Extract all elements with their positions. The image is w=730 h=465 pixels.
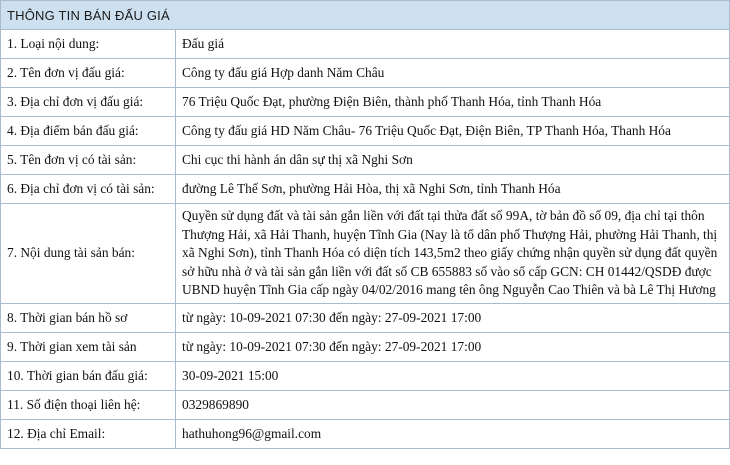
row-label: 9. Thời gian xem tài sản <box>1 332 176 361</box>
row-value: Công ty đấu giá HD Năm Châu- 76 Triệu Quốc Đạt, Điện Biên, TP Thanh Hóa, Thanh Hóa <box>176 117 730 146</box>
row-value: đường Lê Thế Sơn, phường Hải Hòa, thị xã Nghi Sơn, tỉnh Thanh Hóa <box>176 175 730 204</box>
row-value: từ ngày: 10-09-2021 07:30 đến ngày: 27-09-2021 17:00 <box>176 303 730 332</box>
table-row <box>1 361 730 390</box>
row-label: 4. Địa điểm bán đấu giá: <box>1 117 176 146</box>
table-row <box>1 332 730 361</box>
table-row <box>1 88 730 117</box>
row-label: 1. Loại nội dung: <box>1 30 176 59</box>
row-label: 5. Tên đơn vị có tài sản: <box>1 146 176 175</box>
row-value: hathuhong96@gmail.com <box>176 419 730 448</box>
row-value: Đấu giá <box>176 30 730 59</box>
row-label: 8. Thời gian bán hồ sơ <box>1 303 176 332</box>
table-row <box>1 175 730 204</box>
row-label: 10. Thời gian bán đấu giá: <box>1 361 176 390</box>
row-label: 7. Nội dung tài sản bán: <box>1 204 176 304</box>
table-row <box>1 390 730 419</box>
row-value: Công ty đấu giá Hợp danh Năm Châu <box>176 59 730 88</box>
table-row <box>1 59 730 88</box>
table-row <box>1 146 730 175</box>
table-header-row <box>1 1 730 30</box>
row-value: Quyền sử dụng đất và tài sản gắn liền với đất tại thửa đất số 99A, tờ bản đồ số 09, địa chỉ tại thôn Thượng Hải, xã Hải Thanh, huyện Tĩnh Gia (Nay là tổ dân phố Thượng Hải, phường Hải Thanh, thị xã Nghi Sơn), tỉnh Thanh Hóa có diện tích 143,5m2 theo giấy chứng nhận quyền sử dụng đất quyền sở hữu nhà ở và tài sản gắn liền với đất số CB 655883 số vào sổ cấp GCN: CH 01442/QSDĐ được UBND huyện Tĩnh Gia cấp ngày 04/02/2016 mang tên ông Nguyễn Cao Thiên và bà Lê Thị Hương <box>176 204 730 304</box>
row-value: 0329869890 <box>176 390 730 419</box>
row-value: 30-09-2021 15:00 <box>176 361 730 390</box>
row-label: 3. Địa chỉ đơn vị đấu giá: <box>1 88 176 117</box>
row-value: Chi cục thi hành án dân sự thị xã Nghi Sơn <box>176 146 730 175</box>
row-value: 76 Triệu Quốc Đạt, phường Điện Biên, thành phố Thanh Hóa, tỉnh Thanh Hóa <box>176 88 730 117</box>
table-row <box>1 30 730 59</box>
row-label: 11. Số điện thoại liên hệ: <box>1 390 176 419</box>
table-row <box>1 303 730 332</box>
row-label: 12. Địa chỉ Email: <box>1 419 176 448</box>
row-value: từ ngày: 10-09-2021 07:30 đến ngày: 27-09-2021 17:00 <box>176 332 730 361</box>
row-label: 2. Tên đơn vị đấu giá: <box>1 59 176 88</box>
table-row <box>1 117 730 146</box>
table-title: THÔNG TIN BÁN ĐẤU GIÁ <box>1 1 730 30</box>
row-label: 6. Địa chỉ đơn vị có tài sản: <box>1 175 176 204</box>
table-row <box>1 204 730 304</box>
table-row <box>1 419 730 448</box>
